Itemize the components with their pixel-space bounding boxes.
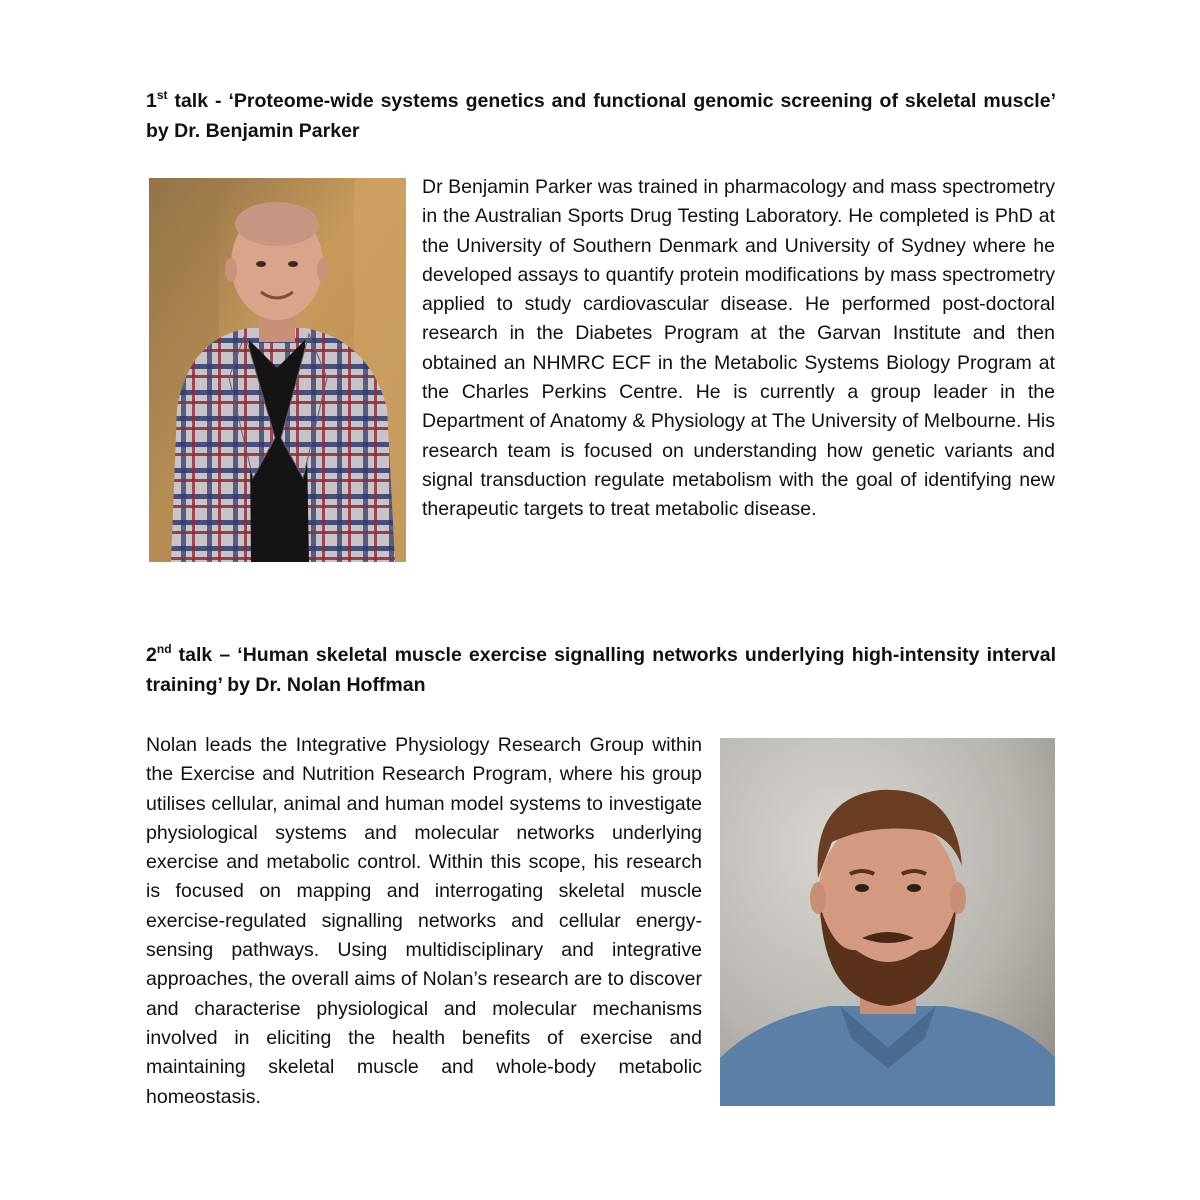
talk2-heading-text: talk – ‘Human skeletal muscle exercise signalling networks underlying high-intensity interval training’ by Dr. Nolan Hoffman: [146, 644, 1056, 696]
talk1-heading-text: talk - ‘Proteome-wide systems genetics and functional genomic screening of skeletal muscle’ by Dr. Benjamin Parker: [146, 90, 1056, 142]
speaker2-photo: [720, 738, 1055, 1106]
speaker2-bio: Nolan leads the Integrative Physiology Research Group within the Exercise and Nutrition Research Program, where his group utilises cellular, animal and human model systems to investigate physiological systems and molecular networks underlying exercise and metabolic control. Within this scope, his research is focused on mapping and interrogating skeletal muscle exercise-regulated signalling networks and cellular energy-sensing pathways. Using multidisciplinary and integrative approaches, the overall aims of Nolan’s research are to discover and characterise physiological and molecular mechanisms involved in eliciting the health benefits of exercise and maintaining skeletal muscle and whole-body metabolic homeostasis.: [146, 734, 702, 1108]
talk2-ordinal-number: 2: [146, 644, 157, 666]
talk1-ordinal-suffix: st: [156, 87, 168, 102]
talk1-ordinal-number: 1: [146, 90, 157, 112]
speaker1-bio: Dr Benjamin Parker was trained in pharmacology and mass spectrometry in the Australian Sports Drug Testing Laboratory. He completed is PhD at the University of Southern Denmark and University of Sydney where he developed assays to quantify protein modifications by mass spectrometry applied to study cardiovascular disease. He performed post-doctoral research in the Diabetes Program at the Garvan Institute and then obtained an NHMRC ECF in the Metabolic Systems Biology Program at the Charles Perkins Centre. He is currently a group leader in the Department of Anatomy & Physiology at The University of Melbourne. His research team is focused on understanding how genetic variants and signal transduction regulate metabolism with the goal of identifying new therapeutic targets to treat metabolic disease.: [422, 176, 1055, 521]
talk2-heading: [146, 640, 1056, 700]
talk2-ordinal-suffix: nd: [156, 641, 172, 656]
talk1-heading: [146, 86, 1056, 146]
speaker1-photo: [149, 178, 406, 562]
